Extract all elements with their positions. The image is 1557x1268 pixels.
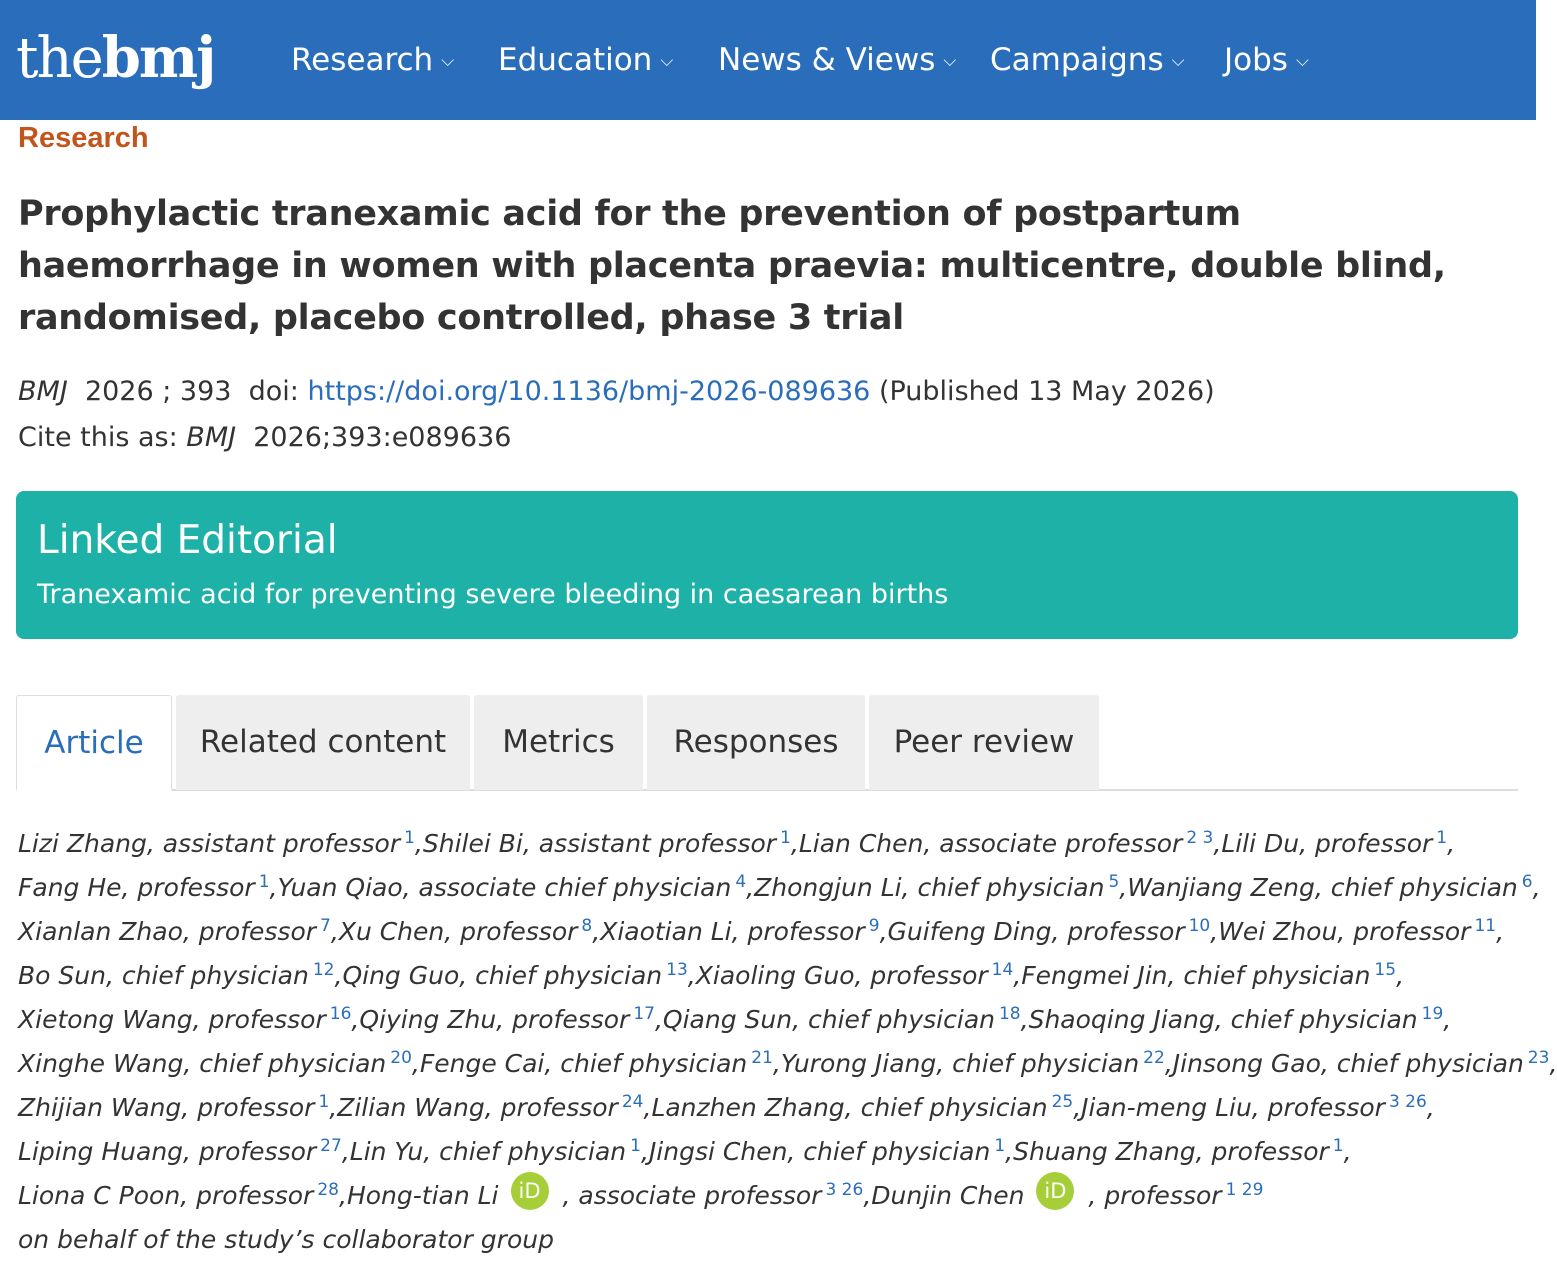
chevron-down-icon: ⌵ — [1171, 51, 1185, 71]
author-name[interactable]: Wei Zhou, professor — [1218, 917, 1471, 946]
nav-jobs[interactable] — [1224, 36, 1309, 84]
tab-peer-review[interactable]: Peer review — [869, 695, 1099, 790]
affiliation-ref[interactable]: 14 — [991, 959, 1014, 980]
author-name[interactable]: Xianlan Zhao, professor — [18, 917, 317, 946]
author-line: Zhijian Wang, professor $^1$,Zilian Wang, professor $^{24}$,Lanzhen Zhang, chief physician $^{25}$,Jian-meng Liu, professor $^{3 26}$, — [18, 1091, 1435, 1122]
affiliation-ref[interactable]: 1 — [1332, 1135, 1344, 1156]
affiliation-ref[interactable]: 1 — [780, 827, 791, 848]
author-name[interactable]: Liona C Poon, professor — [18, 1181, 314, 1210]
linked-editorial-heading: Linked Editorial — [37, 518, 338, 563]
affiliation-ref[interactable]: 16 — [329, 1003, 352, 1024]
affiliation-ref[interactable]: 23 — [1527, 1047, 1550, 1068]
doi-label: doi: — [248, 376, 299, 407]
nav-research[interactable] — [291, 36, 454, 84]
tab-article[interactable]: Article — [16, 695, 172, 791]
author-name[interactable]: Qing Guo, chief physician — [342, 961, 663, 990]
affiliation-ref[interactable]: 7 — [320, 915, 331, 936]
author-line: Xianlan Zhao, professor $^7$,Xu Chen, professor $^8$,Xiaotian Li, professor $^9$,Guifeng Ding, professor $^{10}$,Wei Zhou, professor $^{11}$, — [18, 915, 1505, 946]
chevron-down-icon: ⌵ — [441, 51, 455, 71]
affiliation-ref[interactable]: 24 — [621, 1091, 644, 1112]
affiliation-ref[interactable]: 2 3 — [1186, 827, 1214, 848]
tab-responses[interactable]: Responses — [647, 695, 865, 790]
affiliation-ref[interactable]: 1 — [1436, 827, 1448, 848]
affiliation-ref[interactable]: 3 26 — [825, 1179, 864, 1200]
chevron-down-icon: ⌵ — [943, 51, 957, 71]
author-name[interactable]: Xietong Wang, professor — [18, 1005, 326, 1034]
affiliation-ref[interactable]: 4 — [735, 871, 747, 892]
tab-related-content[interactable]: Related content — [176, 695, 470, 790]
chevron-down-icon: ⌵ — [660, 51, 674, 71]
author-name[interactable]: Xinghe Wang, chief physician — [18, 1049, 387, 1078]
on-behalf-line: on behalf of the study’s collaborator group — [18, 1225, 554, 1254]
author-line: Fang He, professor $^1$,Yuan Qiao, associate chief physician $^4$,Zhongjun Li, chief physician $^5$,Wanjiang Zeng, chief physician $^6$, — [18, 871, 1541, 902]
author-name[interactable]: Yuan Qiao, associate chief physician — [277, 873, 732, 902]
article-title: Prophylactic tranexamic acid for the prevention of postpartum haemorrhage in women with placenta praevia: multicentre, double blind, randomised, placebo controlled, phase 3 trial — [18, 194, 1446, 338]
author-line: Xietong Wang, professor $^{16}$,Qiying Zhu, professor $^{17}$,Qiang Sun, chief physician $^{18}$,Shaoqing Jiang, chief physician $^{19}$, — [18, 1003, 1452, 1034]
author-name[interactable]: Shaoqing Jiang, chief physician — [1028, 1005, 1418, 1034]
author-name[interactable]: Lanzhen Zhang, chief physician — [651, 1093, 1048, 1122]
affiliation-ref[interactable]: 12 — [312, 959, 335, 980]
citation-line — [18, 372, 1215, 412]
author-name[interactable]: Zilian Wang, professor — [337, 1093, 618, 1122]
author-name[interactable]: Shuang Zhang, professor — [1013, 1137, 1329, 1166]
site-header — [0, 0, 1536, 120]
nav-news-views-label: News & Views — [718, 42, 936, 78]
bmj-logo[interactable] — [16, 18, 214, 98]
author-name[interactable]: Jingsi Chen, chief physician — [648, 1137, 991, 1166]
affiliation-ref[interactable]: 18 — [998, 1003, 1021, 1024]
author-line: Xinghe Wang, chief physician $^{20}$,Fenge Cai, chief physician $^{21}$,Yurong Jiang, chief physician $^{22}$,Jinsong Gao, chief physician $^{23}$, — [18, 1047, 1557, 1078]
logo-bold-text: bmj — [101, 25, 215, 91]
author-name[interactable]: Xiaoling Guo, professor — [695, 961, 988, 990]
affiliation-ref[interactable]: 1 — [994, 1135, 1006, 1156]
author-name[interactable]: Lizi Zhang, assistant professor — [18, 829, 401, 858]
affiliation-ref[interactable]: 5 — [1108, 871, 1120, 892]
nav-research-label: Research — [291, 42, 434, 78]
orcid-icon[interactable]: iD — [1036, 1172, 1074, 1210]
author-name[interactable]: Lili Du, professor — [1221, 829, 1433, 858]
affiliation-ref[interactable]: 25 — [1051, 1091, 1074, 1112]
affiliation-ref[interactable]: 1 — [318, 1091, 330, 1112]
author-line: Bo Sun, chief physician $^{12}$,Qing Guo, chief physician $^{13}$,Xiaoling Guo, professor $^{14}$,Fengmei Jin, chief physician $^{15}$, — [18, 959, 1405, 990]
cite-journal: BMJ — [186, 422, 237, 453]
author-name[interactable]: Qiang Sun, chief physician — [662, 1005, 995, 1034]
affiliation-ref[interactable]: 9 — [868, 915, 880, 936]
author-name[interactable]: Shilei Bi, assistant professor — [422, 829, 777, 858]
author-name[interactable]: Dunjin Chen — [871, 1181, 1025, 1210]
author-name[interactable]: Liping Huang, professor — [18, 1137, 317, 1166]
affiliation-ref[interactable]: 1 — [630, 1135, 641, 1156]
affiliation-ref[interactable]: 1 — [404, 827, 415, 848]
chevron-down-icon: ⌵ — [1295, 51, 1309, 71]
author-name[interactable]: Xu Chen, professor — [338, 917, 578, 946]
affiliation-ref[interactable]: 17 — [633, 1003, 655, 1024]
affiliation-ref[interactable]: 8 — [581, 915, 593, 936]
nav-campaigns[interactable] — [990, 36, 1185, 84]
cite-as-label: Cite this as: — [18, 422, 178, 453]
affiliation-ref[interactable]: 21 — [751, 1047, 773, 1068]
linked-editorial-box[interactable] — [16, 491, 1518, 639]
article-section-label[interactable]: Research — [18, 122, 149, 154]
author-name[interactable]: Bo Sun, chief physician — [18, 961, 309, 990]
tab-metrics[interactable]: Metrics — [474, 695, 643, 790]
cite-as-line — [18, 418, 511, 458]
affiliation-ref[interactable]: 28 — [317, 1179, 339, 1200]
affiliation-ref[interactable]: 13 — [666, 959, 688, 980]
affiliation-ref[interactable]: 10 — [1188, 915, 1211, 936]
affiliation-ref[interactable]: 1 — [258, 871, 270, 892]
author-name[interactable]: Zhongjun Li, chief physician — [754, 873, 1105, 902]
nav-jobs-label: Jobs — [1224, 42, 1288, 78]
nav-campaigns-label: Campaigns — [990, 42, 1164, 78]
author-line: Liona C Poon, professor $^{28}$,Hong-tian Li iD , associate professor $^{3 26}$,Dunjin Chen iD , professor $^{1 29}$ — [18, 1174, 1263, 1218]
journal-name: BMJ — [18, 376, 68, 407]
author-name[interactable]: Fang He, professor — [18, 873, 255, 902]
affiliation-ref[interactable]: 19 — [1421, 1003, 1444, 1024]
author-name[interactable]: Yurong Jiang, chief physician — [780, 1049, 1140, 1078]
author-name[interactable]: Fengmei Jin, chief physician — [1021, 961, 1371, 990]
author-name[interactable]: Xiaotian Li, professor — [600, 917, 865, 946]
affiliation-ref[interactable]: 1 29 — [1225, 1179, 1264, 1200]
affiliation-ref[interactable]: 22 — [1143, 1047, 1165, 1068]
logo-light-text: the — [16, 26, 102, 91]
author-line: Liping Huang, professor $^{27}$,Lin Yu, chief physician $^1$,Jingsi Chen, chief physician $^1$,Shuang Zhang, professor $^1$, — [18, 1135, 1352, 1166]
affiliation-ref[interactable]: 15 — [1374, 959, 1397, 980]
author-name[interactable]: Jian-meng Liu, professor — [1081, 1093, 1385, 1122]
linked-editorial-link[interactable]: Tranexamic acid for preventing severe bleeding in caesarean births — [37, 579, 949, 610]
author-name[interactable]: Qiying Zhu, professor — [359, 1005, 630, 1034]
affiliation-ref[interactable]: 11 — [1474, 915, 1497, 936]
author-name[interactable]: Hong-tian Li — [346, 1181, 499, 1210]
author-role: , professor — [1088, 1181, 1222, 1210]
author-name[interactable]: Zhijian Wang, professor — [18, 1093, 315, 1122]
author-name[interactable]: Lin Yu, chief physician — [349, 1137, 627, 1166]
doi-link[interactable]: https://doi.org/10.1136/bmj-2026-089636 — [307, 376, 871, 407]
affiliation-ref[interactable]: 3 26 — [1388, 1091, 1427, 1112]
orcid-icon[interactable]: iD — [511, 1172, 549, 1210]
author-role: , associate professor — [562, 1181, 822, 1210]
author-name[interactable]: Fenge Cai, chief physician — [419, 1049, 748, 1078]
cite-reference: 2026;393:e089636 — [253, 422, 512, 453]
nav-education-label: Education — [498, 42, 653, 78]
published-date: (Published 13 May 2026) — [878, 376, 1215, 407]
author-name[interactable]: Guifeng Ding, professor — [887, 917, 1185, 946]
affiliation-ref[interactable]: 27 — [320, 1135, 342, 1156]
author-name[interactable]: Wanjiang Zeng, chief physician — [1127, 873, 1518, 902]
author-line: Lizi Zhang, assistant professor $^1$,Shilei Bi, assistant professor $^1$,Lian Chen, associate professor $^{2 3}$,Lili Du, professor $^1$, — [18, 827, 1456, 858]
author-name[interactable]: Lian Chen, associate professor — [798, 829, 1183, 858]
affiliation-ref[interactable]: 20 — [390, 1047, 412, 1068]
nav-education[interactable] — [498, 36, 673, 84]
article-tabs — [16, 695, 1518, 791]
nav-news-views[interactable] — [718, 36, 956, 84]
year-volume: 2026 ; 393 — [84, 376, 232, 407]
affiliation-ref[interactable]: 6 — [1521, 871, 1533, 892]
author-name[interactable]: Jinsong Gao, chief physician — [1172, 1049, 1524, 1078]
